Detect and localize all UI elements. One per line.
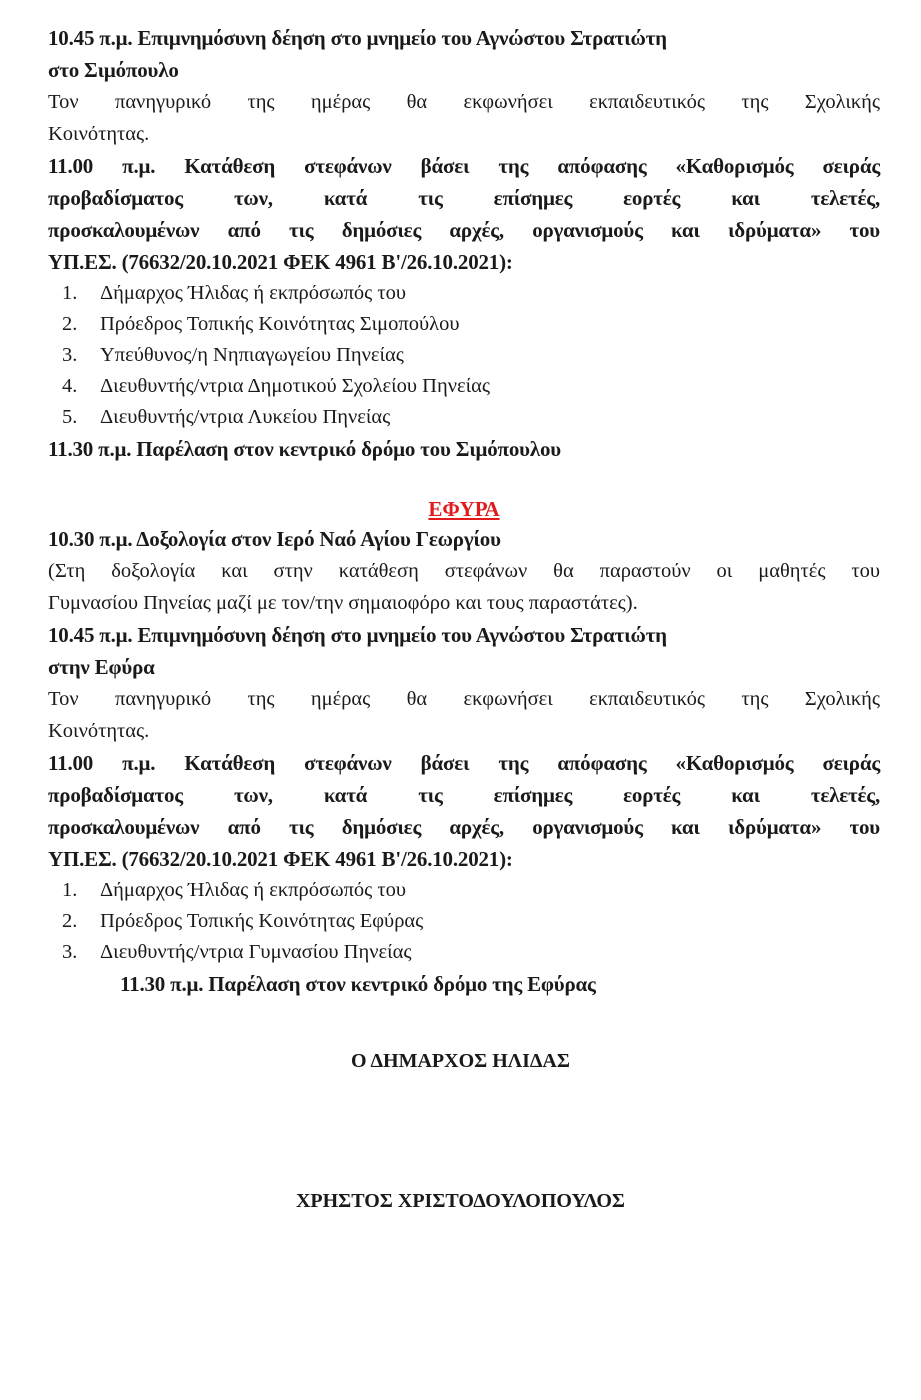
list-number: 3. <box>62 941 78 963</box>
list-text: Διευθυντής/ντρια Δημοτικού Σχολείου Πηνείας <box>100 375 490 397</box>
list-item <box>48 278 880 309</box>
list-item <box>48 937 880 968</box>
document-page <box>48 22 880 1000</box>
list-number: 5. <box>62 406 78 428</box>
list-number: 4. <box>62 375 78 397</box>
section-efyra <box>48 495 880 1000</box>
wreath-heading-cont: προσκαλουμένων από τις δημόσιες αρχές, οργανισμούς και ιδρύματα» του <box>48 815 880 839</box>
list-text: Δήμαρχος Ήλιδας ή εκπρόσωπός του <box>100 879 407 901</box>
doxology-heading: 10.30 π.μ. Δοξολογία στον Ιερό Ναό Αγίου Γεωργίου <box>48 527 501 551</box>
list-text: Διευθυντής/ντρια Γυμνασίου Πηνείας <box>100 941 412 963</box>
parade-heading: 11.30 π.μ. Παρέλαση στον κεντρικό δρόμο του Σιμόπουλου <box>48 437 561 461</box>
list-item <box>48 875 880 906</box>
wreath-heading: 11.00 π.μ. Κατάθεση στεφάνων βάσει της απόφασης «Καθορισμός σειράς <box>48 751 880 775</box>
speech-text-cont: Κοινότητας. <box>48 123 150 145</box>
list-text: Πρόεδρος Τοπικής Κοινότητας Σιμοπούλου <box>100 313 460 335</box>
list-text: Διευθυντής/ντρια Λυκείου Πηνείας <box>100 406 391 428</box>
memorial-heading: 10.45 π.μ. Επιμνημόσυνη δέηση στο μνημείο του Αγνώστου Στρατιώτη <box>48 26 667 50</box>
note-text-cont: Γυμνασίου Πηνείας μαζί με τον/την σημαιοφόρο και τους παραστάτες). <box>48 592 638 614</box>
memorial-heading-cont: στην Εφύρα <box>48 655 155 679</box>
section-title: ΕΦΥΡΑ <box>428 497 500 521</box>
list-number: 2. <box>62 313 78 335</box>
wreath-heading: 11.00 π.μ. Κατάθεση στεφάνων βάσει της απόφασης «Καθορισμός σειράς <box>48 154 880 178</box>
speech-text: Τον πανηγυρικό της ημέρας θα εκφωνήσει εκπαιδευτικός της Σχολικής <box>48 688 880 710</box>
speech-text-cont: Κοινότητας. <box>48 720 150 742</box>
list-item <box>48 402 880 433</box>
list-item <box>48 340 880 371</box>
list-item <box>48 371 880 402</box>
list-text: Υπεύθυνος/η Νηπιαγωγείου Πηνείας <box>100 344 404 366</box>
list-number: 1. <box>62 282 78 304</box>
wreath-heading-cont: ΥΠ.ΕΣ. (76632/20.10.2021 ΦΕΚ 4961 Β'/26.10.2021): <box>48 250 513 274</box>
memorial-heading: 10.45 π.μ. Επιμνημόσυνη δέηση στο μνημείο του Αγνώστου Στρατιώτη <box>48 623 667 647</box>
signature-title: Ο ΔΗΜΑΡΧΟΣ ΗΛΙΔΑΣ <box>351 1050 570 1072</box>
list-text: Πρόεδρος Τοπικής Κοινότητας Εφύρας <box>100 910 424 932</box>
list-text: Δήμαρχος Ήλιδας ή εκπρόσωπός του <box>100 282 407 304</box>
wreath-heading-cont: ΥΠ.ΕΣ. (76632/20.10.2021 ΦΕΚ 4961 Β'/26.10.2021): <box>48 847 513 871</box>
list-number: 1. <box>62 879 78 901</box>
list-number: 2. <box>62 910 78 932</box>
wreath-heading-cont: προβαδίσματος των, κατά τις επίσημες εορτές και τελετές, <box>48 783 880 807</box>
list-item <box>48 906 880 937</box>
memorial-heading-cont: στο Σιμόπουλο <box>48 58 179 82</box>
list-item <box>48 309 880 340</box>
speech-text: Τον πανηγυρικό της ημέρας θα εκφωνήσει εκπαιδευτικός της Σχολικής <box>48 91 880 113</box>
signature-name: ΧΡΗΣΤΟΣ ΧΡΙΣΤΟΔΟΥΛΟΠΟΥΛΟΣ <box>295 1190 626 1212</box>
parade-heading: 11.30 π.μ. Παρέλαση στον κεντρικό δρόμο της Εφύρας <box>120 972 596 996</box>
wreath-heading-cont: προσκαλουμένων από τις δημόσιες αρχές, οργανισμούς και ιδρύματα» του <box>48 218 880 242</box>
wreath-list <box>48 278 880 433</box>
list-number: 3. <box>62 344 78 366</box>
note-text: (Στη δοξολογία και στην κατάθεση στεφάνων θα παραστούν οι μαθητές του <box>48 560 880 582</box>
wreath-list <box>48 875 880 968</box>
section-simopoulo <box>48 22 880 465</box>
wreath-heading-cont: προβαδίσματος των, κατά τις επίσημες εορτές και τελετές, <box>48 186 880 210</box>
